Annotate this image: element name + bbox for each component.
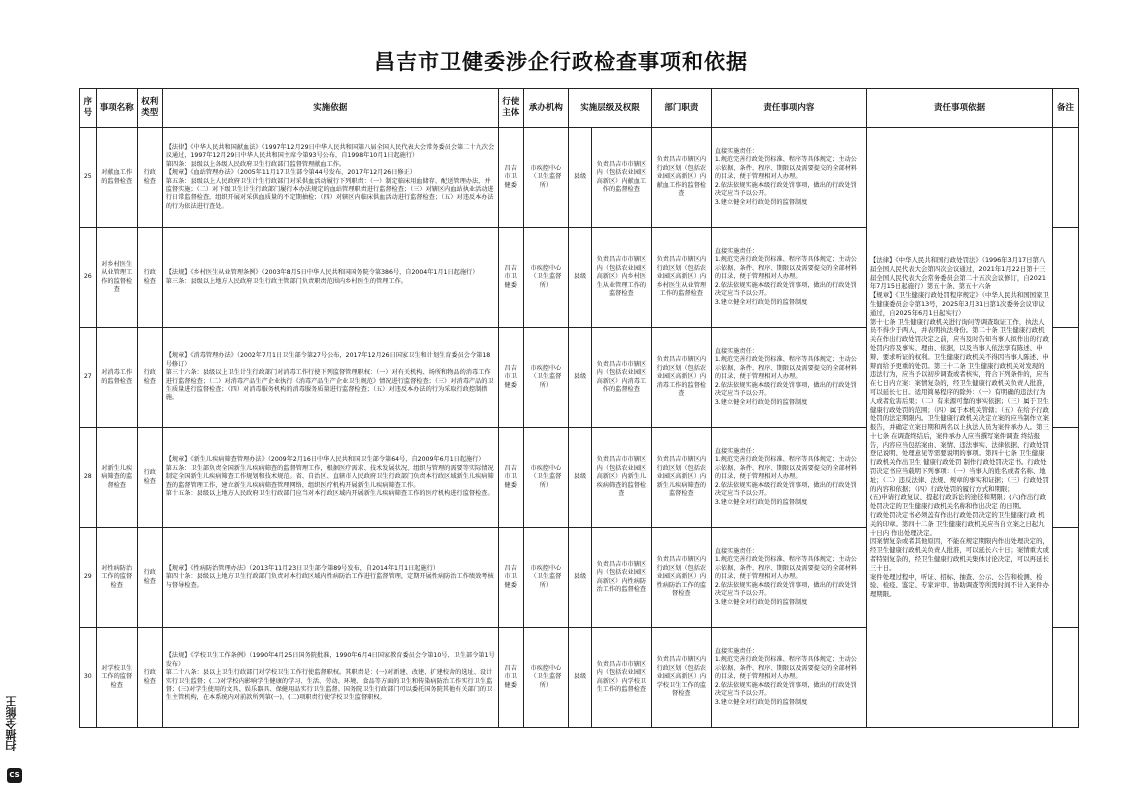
scanner-brand: 扫描全能王	[5, 696, 18, 752]
row-duty: 负责昌吉市辖区内行政区划（包括农业园区高新区）内学校卫生工作的监督检查	[651, 628, 711, 728]
row-name: 对献血工作的监督检查	[96, 128, 137, 228]
row-name: 对消毒工作的监督检查	[96, 328, 137, 428]
resp-paragraph: 3.建立健全对行政处罚的监督制度	[714, 398, 808, 406]
inspection-table	[79, 88, 1079, 728]
row-basis	[162, 328, 498, 428]
resp-basis-paragraph: 因案情复杂或者其他原因，不能在规定期限内作出处理决定的，经卫生健康行政机关负责人批准，可以延长六十日；案情重大或者特别复杂的，经卫生健康行政机关集体讨论决定，可以再延长 三十日。	[869, 537, 1049, 572]
row-basis	[162, 528, 498, 628]
row-resp-content	[711, 628, 866, 728]
basis-paragraph: 第十五条：县级以上地方人民政府卫生行政部门应当对本行政区域内开展新生儿疾病筛查工作的医疗机构进行监督检查。	[165, 490, 494, 498]
row-scope: 负责昌吉市市辖区内（包括农业园区高新区）内性病防治工作的监督检查	[591, 528, 651, 628]
row-name: 对学校卫生工作的监督检查	[96, 628, 137, 728]
resp-basis-paragraph: 【规章】《卫生健康行政处罚程序规定》（中华人民共和国国家卫生健康委员会令第13号，2025年3月31日第1次委务会议审议通过，自2025年6月1日起实行）	[869, 291, 1049, 317]
table-row	[80, 128, 1079, 228]
row-resp-content	[711, 228, 866, 328]
row-duty: 负责昌吉市辖区内行政区划（包括农业园区高新区）内消毒工作的监督检查	[651, 328, 711, 428]
row-duty: 负责昌吉市辖区内行政区划（包括农业园区高新区）内性病防治工作的监督检查	[651, 528, 711, 628]
row-org: 市疾控中心（卫生监督所）	[523, 628, 569, 728]
basis-paragraph: 【法规】《乡村医生从业管理条例》（2003年8月5日中华人民共和国国务院令第386号，自2004年1月1日起施行）	[165, 269, 479, 277]
row-type: 行政检查	[137, 228, 162, 328]
row-note	[1053, 428, 1079, 528]
row-basis	[162, 128, 498, 228]
row-scope: 负责昌吉市市辖区内（包括农业园区高新区）内消毒工作的监督检查	[591, 328, 651, 428]
row-resp-content	[711, 528, 866, 628]
row-type: 行政检查	[137, 128, 162, 228]
row-level: 县级	[569, 228, 592, 328]
resp-paragraph: 2.依法依规实施本级行政处罚事项，做出的行政处罚决定应当予以公开。	[714, 581, 857, 598]
row-subject: 昌吉市卫健委	[498, 128, 523, 228]
resp-basis-paragraph: 第十七条 卫生健康行政机关进行询问等调查取证工作，执法人员不得少于两人，并表明执法身份。第二十条 卫生健康行政机关在作出行政处罚决定之前，应当及时告知当事人拟作出的行政处罚内容及事实、理由、依据，以及当事人依法享有陈述、申辩、要求听证的权利。卫生健康行政机关不得因当事人陈述、申辩而给予更重的处罚。第三十二条 卫生健康行政机关对发现的违法行为，应当予以初步调查或者核实，符合下列条件的，应当在七日内立案：案情复杂的，经卫生健康行政机关负责人批准，可以延长七日。适用简易程序的除外：（一）有明确的违法行为人或者危害后果；（二）有来源可靠的事实依据；（三）属于卫生健康行政处罚的范围；（四）属于本机关管辖；（五）在给予行政处罚的法定期限内。卫生健康行政机关决定立案的应当制作立案报告，并确定立案日期和两名以上执法人员为案件承办人。第三十七条 在调查终结后，案件承办人应当撰写案件调查 终结报告，内容应当包括案由、案情、违法事实、法律依据、行政处罚 登记说明、处理意见等需要说明的事项。第四十七条 卫生健康行政机关作出卫生 健康行政处罚 制作行政处罚决定书。行政处罚决定书应当载明下列事项：（一）当事人的姓名或者名称、地址；（二）违反法律、法规、规章的事实和证据；（三）行政处罚的内容和依据；（四）行政处罚的履行方式和期限；	[869, 317, 1049, 493]
row-org: 市疾控中心（卫生监督所）	[523, 228, 569, 328]
resp-paragraph: 直接实施责任：	[714, 248, 759, 256]
basis-paragraph: 第三条：县级以上地方人民政府卫生行政主管部门负责职责范围内乡村医生的管理工作。	[165, 277, 408, 285]
row-resp-content	[711, 328, 866, 428]
header-type: 权利类型	[137, 89, 162, 128]
header-resp: 责任事项内容	[711, 89, 866, 128]
basis-paragraph: 第三十六条：县级以上卫生计生行政部门对消毒工作行使下列监督管理职权：（一）对有关机构、场所和物品的消毒工作进行监督检查；（二）对消毒产品生产企业执行《消毒产品生产企业卫生规范》情况进行监督检查；（三）对消毒产品的卫生质量进行监督检查；（四）对消毒服务机构的消毒服务质量进行监督检查；（五）对违反本办法的行为采取行政控制措施。	[165, 369, 494, 402]
basis-paragraph: 【规章】《新生儿疾病筛查管理办法》（2009年2月16日中华人民共和国卫生部令第64号，自2009年6月1日起施行）	[165, 456, 485, 464]
resp-paragraph: 2.依法依规实施本级行政处罚事项，做出的行政处罚决定应当予以公开。	[714, 281, 857, 298]
basis-paragraph: 第四十条：县级以上地方卫生行政部门负责对本行政区域内性病防治工作进行监督管理，定期开展性病防治工作绩效考核与督导检查。	[165, 573, 494, 589]
row-org: 市疾控中心（卫生监督所）	[523, 128, 569, 228]
basis-paragraph: 【规章】《血站管理办法》（2005年11月17卫生部令第44号发布，2017年12月26日修正）	[165, 169, 416, 177]
resp-paragraph: 直接实施责任：	[714, 148, 759, 156]
header-seq: 序号	[80, 89, 97, 128]
row-level: 县级	[569, 428, 592, 528]
row-seq: 25	[80, 128, 97, 228]
table-header-row	[80, 89, 1079, 128]
row-level: 县级	[569, 628, 592, 728]
resp-paragraph: 3.建立健全对行政处罚的监督制度	[714, 298, 808, 306]
row-note	[1053, 328, 1079, 428]
row-basis	[162, 228, 498, 328]
row-subject: 昌吉市卫健委	[498, 628, 523, 728]
resp-paragraph: 2.依法依规实施本级行政处罚事项，做出的行政处罚决定应当予以公开。	[714, 181, 857, 198]
basis-paragraph: 【规章】《性病防治管理办法》（2013年11月23日卫生部令第89号发布，自2014年1月1日起施行）	[165, 564, 440, 572]
row-seq: 26	[80, 228, 97, 328]
row-seq: 29	[80, 528, 97, 628]
resp-basis-paragraph: 案件处理过程中，听证、招标、抽查、公示、公告和检测、检验、检疫、鉴定、专家评审、协助调查等所需时间不计入案件办理期限。	[869, 572, 1049, 599]
row-note	[1053, 228, 1079, 328]
page-title: 昌吉市卫健委涉企行政检查事项和依据	[374, 49, 748, 74]
basis-paragraph: 第二十八条：县以上卫生行政部门对学校卫生工作行使监督职权。其职责是：(一)对新建、改建、扩建校舍的选址、设计实行卫生监督；(二)对学校内影响学生健康的学习、生活、劳动、环境、食品等方面的卫生和传染病防治工作实行卫生监督；(三)对学生使用的文具、娱乐器具、保健用品实行卫生监督。国务院卫生行政部门可以委托国务院其他有关部门的卫生主管机构，在本系统内对前款所列第(一)、(二)项职责行使学校卫生监督职权。	[165, 669, 493, 702]
row-note	[1053, 528, 1079, 628]
header-level: 实施层级及权限	[569, 89, 652, 128]
basis-paragraph: 【法规】《学校卫生工作条例》（1990年4月25日国务院批准，1990年6月4日国家教育委员会令第10号、卫生部令第1号发布）	[165, 652, 495, 668]
scanner-watermark	[4, 682, 26, 786]
row-name: 对新生儿疾病筛查的监督检查	[96, 428, 137, 528]
resp-paragraph: 3.建立健全对行政处罚的监督制度	[714, 698, 808, 706]
row-resp-content	[711, 428, 866, 528]
row-resp-content	[711, 128, 866, 228]
resp-paragraph: 3.建立健全对行政处罚的监督制度	[714, 598, 808, 606]
row-scope: 负责昌吉市市辖区内（包括农业园区高新区）内乡村医生从业管理工作的监督检查	[591, 228, 651, 328]
row-duty: 负责昌吉市辖区内行政区划（包括农业园区高新区）内乡村医生从业管理工作的监督检查	[651, 228, 711, 328]
basis-paragraph: 第五条：卫生部负责全国新生儿疾病筛查的监督管理工作，根据医疗需求、技术发展状况、组织与管理的需要等实际情况制定全国新生儿疾病筛查工作规划和技术规范。省、自治区、直辖市人民政府卫生行政部门负责本行政区域新生儿疾病筛查的监督管理工作，建立新生儿疾病筛查管理网络，组织医疗机构开展新生儿疾病筛查工作。	[165, 464, 494, 489]
row-scope: 负责昌吉市市辖区内（包括农业园区高新区）内献血工作的监督检查	[591, 128, 651, 228]
resp-paragraph: 1.规范完善行政处罚标准、程序等具体规定；主动公示依据、条件、程序、期限以及需要提交的全部材料的目录，便于管理相对人办理。	[714, 556, 858, 581]
row-level: 县级	[569, 528, 592, 628]
row-duty: 负责昌吉市辖区内行政区划（包括农业园区高新区）内新生儿疾病筛查的监督检查	[651, 428, 711, 528]
row-seq: 27	[80, 328, 97, 428]
resp-paragraph: 直接实施责任：	[714, 648, 759, 656]
resp-paragraph: 1.规范完善行政处罚标准、程序等具体规定；主动公示依据、条件、程序、期限以及需要提交的全部材料的目录，便于管理相对人办理。	[714, 456, 858, 481]
resp-paragraph: 3.建立健全对行政处罚的监督制度	[714, 198, 808, 206]
row-org: 市疾控中心（卫生监督所）	[523, 328, 569, 428]
resp-paragraph: 3.建立健全对行政处罚的监督制度	[714, 498, 808, 506]
header-org: 承办机构	[523, 89, 569, 128]
row-note	[1053, 628, 1079, 728]
row-seq: 28	[80, 428, 97, 528]
row-org: 市疾控中心（卫生监督所）	[523, 528, 569, 628]
basis-paragraph: 【法律】《中华人民共和国献血法》（1997年12月29日中华人民共和国第八届全国人民代表大会常务委员会第二十九次会议通过，1997年12月29日中华人民共和国主席令第93号公布，自1998年10月1日起施行）	[165, 143, 495, 160]
row-basis	[162, 628, 498, 728]
row-name: 对性病防治工作的监督检查	[96, 528, 137, 628]
row-scope: 负责昌吉市市辖区内（包括农业园区高新区）内新生儿疾病筛查的监督检查	[591, 428, 651, 528]
row-basis	[162, 428, 498, 528]
row-scope: 负责昌吉市市辖区内（包括农业园区高新区）内学校卫生工作的监督检查	[591, 628, 651, 728]
resp-basis-merged	[866, 128, 1052, 728]
resp-paragraph: 直接实施责任：	[714, 348, 759, 356]
resp-paragraph: 直接实施责任：	[714, 548, 759, 556]
header-duty: 部门职责	[651, 89, 711, 128]
header-subject: 行使主体	[498, 89, 523, 128]
resp-paragraph: 2.依法依规实施本级行政处罚事项，做出的行政处罚决定应当予以公开。	[714, 681, 857, 698]
header-resp-basis: 责任事项依据	[866, 89, 1052, 128]
resp-basis-paragraph: (五)申请行政复议、提起行政诉讼的途径和期限；(六)作出行政处罚决定的卫生健康行政机关名称和作出决定 的日期。	[869, 493, 1047, 511]
resp-basis-paragraph: 行政处罚决定书必须盖有作出行政处罚决定的卫生健康行政 机关的印章。第四十二条 卫生健康行政机关应当自立案之日起九十日内 作出处理决定。	[869, 511, 1045, 537]
resp-paragraph: 1.规范完善行政处罚标准、程序等具体规定；主动公示依据、条件、程序、期限以及需要提交的全部材料的目录，便于管理相对人办理。	[714, 356, 858, 381]
row-level: 县级	[569, 128, 592, 228]
row-subject: 昌吉市卫健委	[498, 528, 523, 628]
resp-paragraph: 1.规范完善行政处罚标准、程序等具体规定；主动公示依据、条件、程序、期限以及需要提交的全部材料的目录，便于管理相对人办理。	[714, 256, 858, 281]
row-type: 行政检查	[137, 328, 162, 428]
row-org: 市疾控中心（卫生监督所）	[523, 428, 569, 528]
row-subject: 昌吉市卫健委	[498, 228, 523, 328]
row-seq: 30	[80, 628, 97, 728]
row-name: 对乡村医生从业管理工作的监督检查	[96, 228, 137, 328]
row-type: 行政检查	[137, 628, 162, 728]
basis-paragraph: 第四条：县级以上各级人民政府卫生行政部门监督管理献血工作。	[165, 160, 346, 168]
row-subject: 昌吉市卫健委	[498, 328, 523, 428]
header-note: 备注	[1053, 89, 1079, 128]
row-note	[1053, 128, 1079, 228]
resp-paragraph: 2.依法依规实施本级行政处罚事项，做出的行政处罚决定应当予以公开。	[714, 481, 857, 498]
header-basis: 实施依据	[162, 89, 498, 128]
row-level: 县级	[569, 328, 592, 428]
resp-basis-paragraph: 【法律】《中华人民共和国行政处罚法》（1996年3月17日第八届全国人民代表大会第四次会议通过，2021年1月22日第十三届全国人民代表大会常务委员会第二十五次会议修订，自2021年7月15日起施行）第五十条、第五十六条	[869, 255, 1046, 291]
row-subject: 昌吉市卫健委	[498, 428, 523, 528]
basis-paragraph: 第五条：县级以上人民政府卫生计生行政部门对采供血活动履行下列职责：（一）制定临床用血储存、配送管理办法，并监督实施；（二）对下级卫生计生行政部门履行本办法规定的血站管理职责进行监督检查；（三）对辖区内血站执业活动进行日常监督检查，组织开展对采供血质量的不定期抽检；（四）对辖区内临床供血活动进行监督检查；（五）对违反本办法的行为依法进行查处。	[165, 177, 494, 210]
resp-paragraph: 1.规范完善行政处罚标准、程序等具体规定；主动公示依据、条件、程序、期限以及需要提交的全部材料的目录，便于管理相对人办理。	[714, 156, 858, 181]
basis-paragraph: 【规章】《消毒管理办法》（2002年7月1日卫生部令第27号公布，2017年12月26日国家卫生和计划生育委员会令第18号修订）	[165, 352, 491, 368]
resp-paragraph: 2.依法依规实施本级行政处罚事项，做出的行政处罚决定应当予以公开。	[714, 381, 857, 398]
row-type: 行政检查	[137, 428, 162, 528]
resp-paragraph: 直接实施责任：	[714, 448, 759, 456]
row-duty: 负责昌吉市辖区内行政区划（包括农业园区高新区）内献血工作的监督检查	[651, 128, 711, 228]
resp-paragraph: 1.规范完善行政处罚标准、程序等具体规定；主动公示依据、条件、程序、期限以及需要提交的全部材料的目录，便于管理相对人办理。	[714, 656, 858, 681]
scanner-logo-icon: CS	[7, 768, 22, 783]
row-type: 行政检查	[137, 528, 162, 628]
header-name: 事项名称	[96, 89, 137, 128]
